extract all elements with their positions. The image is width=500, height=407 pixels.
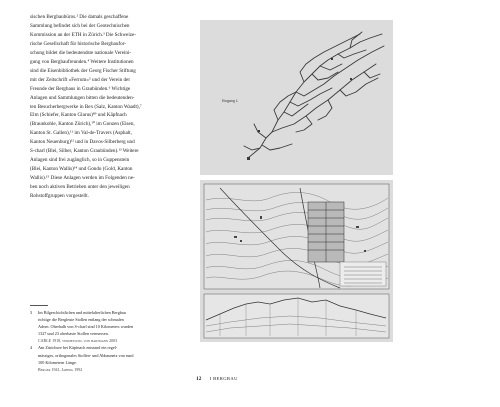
body-line: sind die Eisenbibliothek der Georg Fischer Stiftung [30,67,136,74]
body-line: Rohstoffgruppen vorgestellt. [30,193,89,200]
body-line: Wallis).¹⁵ Diese Anlagen werden im Folgenden ne- [30,175,135,182]
body-line: Elm (Schiefer, Kanton Glarus)⁸⁹ und Käpfnach [30,112,127,119]
footnote-line: Adern. Oberhalb von S-charl sind 10 Kilometers wurden [38,324,134,330]
body-line: Anlagen sind frei zugänglich, so in Guppenstein [30,157,130,164]
body-line: (Blei, Kanton Wallis)¹⁴ und Gondo (Gold, Kanton [30,166,133,173]
entrance-label: Eingang 1 [222,99,238,103]
running-footer: I BERGBAU [209,376,238,381]
footnote-source: CARLE 1918, vermessung von hartmann 2003 [38,338,118,344]
footnote-line: richtige die Bergleute Stollen entlang der schmalen [38,317,124,323]
body-line: ben noch aktiven Betrieben unter den jeweiligen [30,184,130,191]
footnotes [30,309,180,373]
mine-tunnel-plan-figure [200,20,393,175]
body-line: schung bildet die bedeutendste nationale Vereini- [30,49,132,56]
folio [196,376,238,382]
body-line: mit der Zeitschrift «Ferrum»⁵ und der Verein der [30,76,131,83]
body-line: sischen Bergbaubüros.² Die damals geschaffene [30,14,129,20]
page-number: 12 [196,376,202,382]
footnote-source: Berger 1941, Jaberg 1992 [38,366,83,372]
footnote-line: 100 Kilometern Länge. [38,359,77,365]
body-line: Kanton St. Gallen),¹¹ im Val-de-Travers (Asphalt, [30,130,132,137]
footnote-line: Im Bilgeschichtlichen und mittelalterlichen Bergbau [38,310,126,315]
footnote-number: 4 [30,345,33,351]
geological-map-drawing [200,180,393,342]
body-line: gung von Bergbaufreunden.⁴ Weitere Institutionen [30,58,134,65]
body-line: Sammlung befindet sich bei der Geotechnischen [30,22,130,29]
body-text [30,13,180,201]
body-line: Freunde der Bergbaus in Graubünden.⁶ Wichtige [30,85,131,92]
body-line: ten Besucherbergwerke in Bex (Salz, Kanton Waadt),⁷ [30,103,142,110]
mine-tunnel-plan-drawing [200,20,393,175]
body-line: (Braunkohle, Kanton Zürich),¹⁰ im Gonzen (Eisen, [30,121,135,128]
body-line: S-charl (Blei, Silber, Kanton Graubünden).¹³ Weitere [30,148,139,155]
footnote-line: Am Zürichsee bei Käpfnach entstand ein regel- [38,345,118,351]
footnote-4 [30,344,180,372]
footnote-3 [30,309,180,344]
geological-map-figure [200,180,393,342]
body-line: Anlagen und Sammlungen bitten die bedeutenden- [30,94,135,101]
footnote-rule [30,305,48,306]
footnote-number: 3 [30,310,33,315]
body-line: Kommission an der ETH in Zürich.³ Die Schweize- [30,31,137,38]
footnote-line: 1327 und 23 oberhaste Stollen vermessen. [38,331,109,337]
body-line: Kanton Neuenburg)¹² und in Davos-Silberberg und [30,139,135,146]
body-line: rische Gesellschaft für historische Bergbaufor- [30,40,127,47]
footnote-line: mässiges, orthogonales Stollen- und Abbaunetz von rund [38,352,134,358]
